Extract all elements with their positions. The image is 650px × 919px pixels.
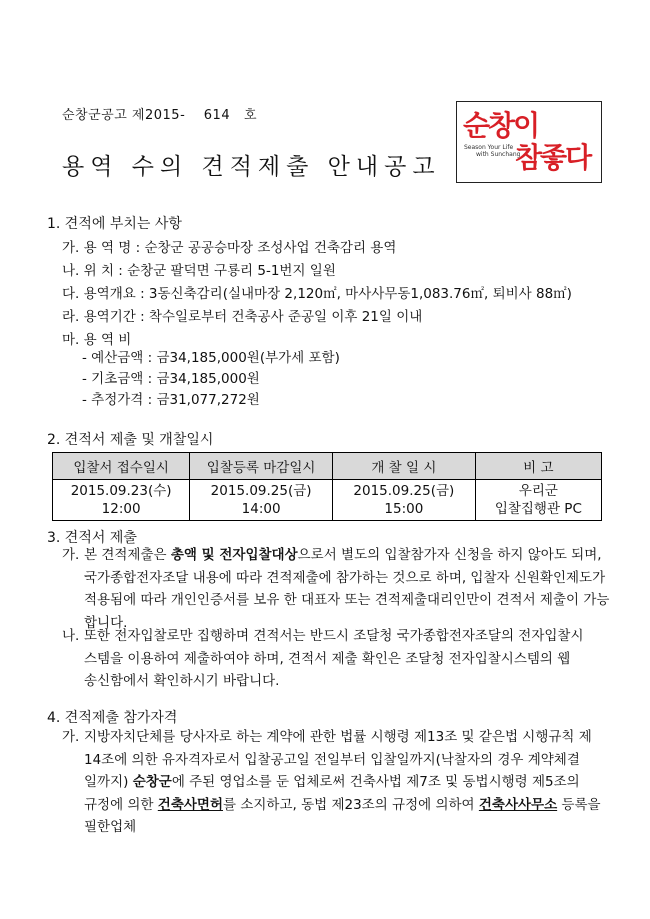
para-line: 스템을 이용하여 제출하여야 하며, 견적서 제출 확인은 조달청 전자입찰시스템의 웹 <box>84 650 571 667</box>
emphasis-text: 총액 및 전자입찰대상 <box>170 547 298 563</box>
section3-para-na <box>84 625 604 693</box>
para-line: 지방자치단체를 당사자로 하는 계약에 관한 법률 시행령 제13조 및 같은법 시행규칙 제 <box>84 729 592 745</box>
cell-line: 우리군 <box>518 483 558 499</box>
table-row <box>53 480 602 521</box>
item-overview: 다. 용역개요 : 3동신축감리(실내마장 2,120㎡, 마사사무동1,083.76㎡, 퇴비사 88㎡) <box>62 286 572 302</box>
para-text: 에 주된 영업소를 둔 업체로써 건축사법 제7조 및 동법시행령 제5조의 <box>171 774 580 790</box>
section1-heading: 1. 견적에 부치는 사항 <box>47 216 182 232</box>
para-line: 필한업체 <box>84 819 137 835</box>
item-cost: 마. 용 역 비 <box>62 332 132 348</box>
cost-base: - 기초금액 : 금34,185,000원 <box>82 371 260 387</box>
table-cell <box>332 480 475 521</box>
header-cell: 비 고 <box>475 453 601 480</box>
para-text: 으로서 별도의 입찰참가자 신청을 하지 않아도 되며, <box>297 547 602 563</box>
para-line: 또한 전자입찰로만 집행하며 견적서는 반드시 조달청 국가종합전자조달의 전자입찰시 <box>84 628 584 644</box>
cell-line: 2015.09.23(수) <box>70 483 172 499</box>
logo-text-top: 순창이 <box>463 109 539 142</box>
header-cell: 입찰등록 마감일시 <box>190 453 333 480</box>
emphasis-underline-text: 건축사사무소 <box>478 796 558 813</box>
header-cell: 입찰서 접수일시 <box>53 453 190 480</box>
para-line <box>84 771 604 794</box>
item-service-name: 가. 용 역 명 : 순창군 공공승마장 조성사업 건축감리 용역 <box>62 240 397 256</box>
para-text: 를 소지하고, 동법 제23조의 규정에 의하여 <box>223 796 479 813</box>
page-title: 용역 수의 견적제출 안내공고 <box>62 154 441 180</box>
section4-heading: 4. 견적제출 참가자격 <box>47 710 178 726</box>
section3-para-ga <box>84 544 610 634</box>
cell-line: 2015.09.25(금) <box>210 483 312 499</box>
para-marker: 가. <box>62 729 80 745</box>
para-marker: 나. <box>62 628 80 644</box>
para-line: 14조에 의한 유자격자로서 입찰공고일 전일부터 입찰일까지(낙찰자의 경우 계약체결 <box>84 751 580 768</box>
section3-heading: 3. 견적서 제출 <box>47 530 137 546</box>
table-cell <box>475 480 601 521</box>
para-text: 규정에 의한 <box>84 796 158 813</box>
notice-number: 순창군공고 제2015- 614 호 <box>62 108 258 123</box>
header-cell: 개 찰 일 시 <box>332 453 475 480</box>
logo-text-bottom: 참좋다 <box>515 141 591 174</box>
section2-heading: 2. 견적서 제출 및 개찰일시 <box>47 432 214 448</box>
logo-tagline-2: with Sunchang <box>476 151 521 158</box>
para-marker: 가. <box>62 547 80 563</box>
cost-estimated: - 추정가격 : 금31,077,272원 <box>82 392 260 408</box>
table-cell <box>53 480 190 521</box>
schedule-table <box>52 452 602 521</box>
item-period: 라. 용역기간 : 착수일로부터 건축공사 준공일 이후 21일 이내 <box>62 309 423 325</box>
cost-budget: - 예산금액 : 금34,185,000원(부가세 포함) <box>82 350 340 366</box>
table-cell <box>190 480 333 521</box>
sunchang-logo <box>456 101 602 183</box>
cell-line: 입찰집행관 PC <box>494 501 582 517</box>
para-line: 송신함에서 확인하시기 바랍니다. <box>84 673 280 689</box>
table-header-row <box>53 453 602 480</box>
para-text: 등록을 <box>557 796 601 813</box>
item-location: 나. 위 치 : 순창군 팔덕면 구룡리 5-1번지 일원 <box>62 263 336 279</box>
para-line: 합니다. <box>84 614 128 631</box>
para-line: 적용됨에 따라 개인인증서를 보유 한 대표자 또는 견적제출대리인만이 견적서 제출이 가능 <box>84 592 610 608</box>
para-line: 국가종합전자조달 내용에 따라 견적제출에 참가하는 것으로 하며, 입찰자 신원확인제도가 <box>84 569 606 586</box>
cell-line: 14:00 <box>241 501 281 517</box>
logo-tagline-1: Season Your Life <box>464 144 514 151</box>
section4-para-ga <box>84 726 604 839</box>
cell-line: 2015.09.25(금) <box>353 483 455 499</box>
para-text: 일까지) <box>84 774 133 790</box>
emphasis-underline-text: 건축사면허 <box>157 796 224 813</box>
para-line <box>84 544 604 567</box>
cell-line: 15:00 <box>384 501 424 517</box>
cell-line: 12:00 <box>101 501 141 517</box>
para-line <box>84 794 604 817</box>
para-text: 본 견적제출은 <box>84 547 171 563</box>
emphasis-text: 순창군 <box>132 774 172 790</box>
